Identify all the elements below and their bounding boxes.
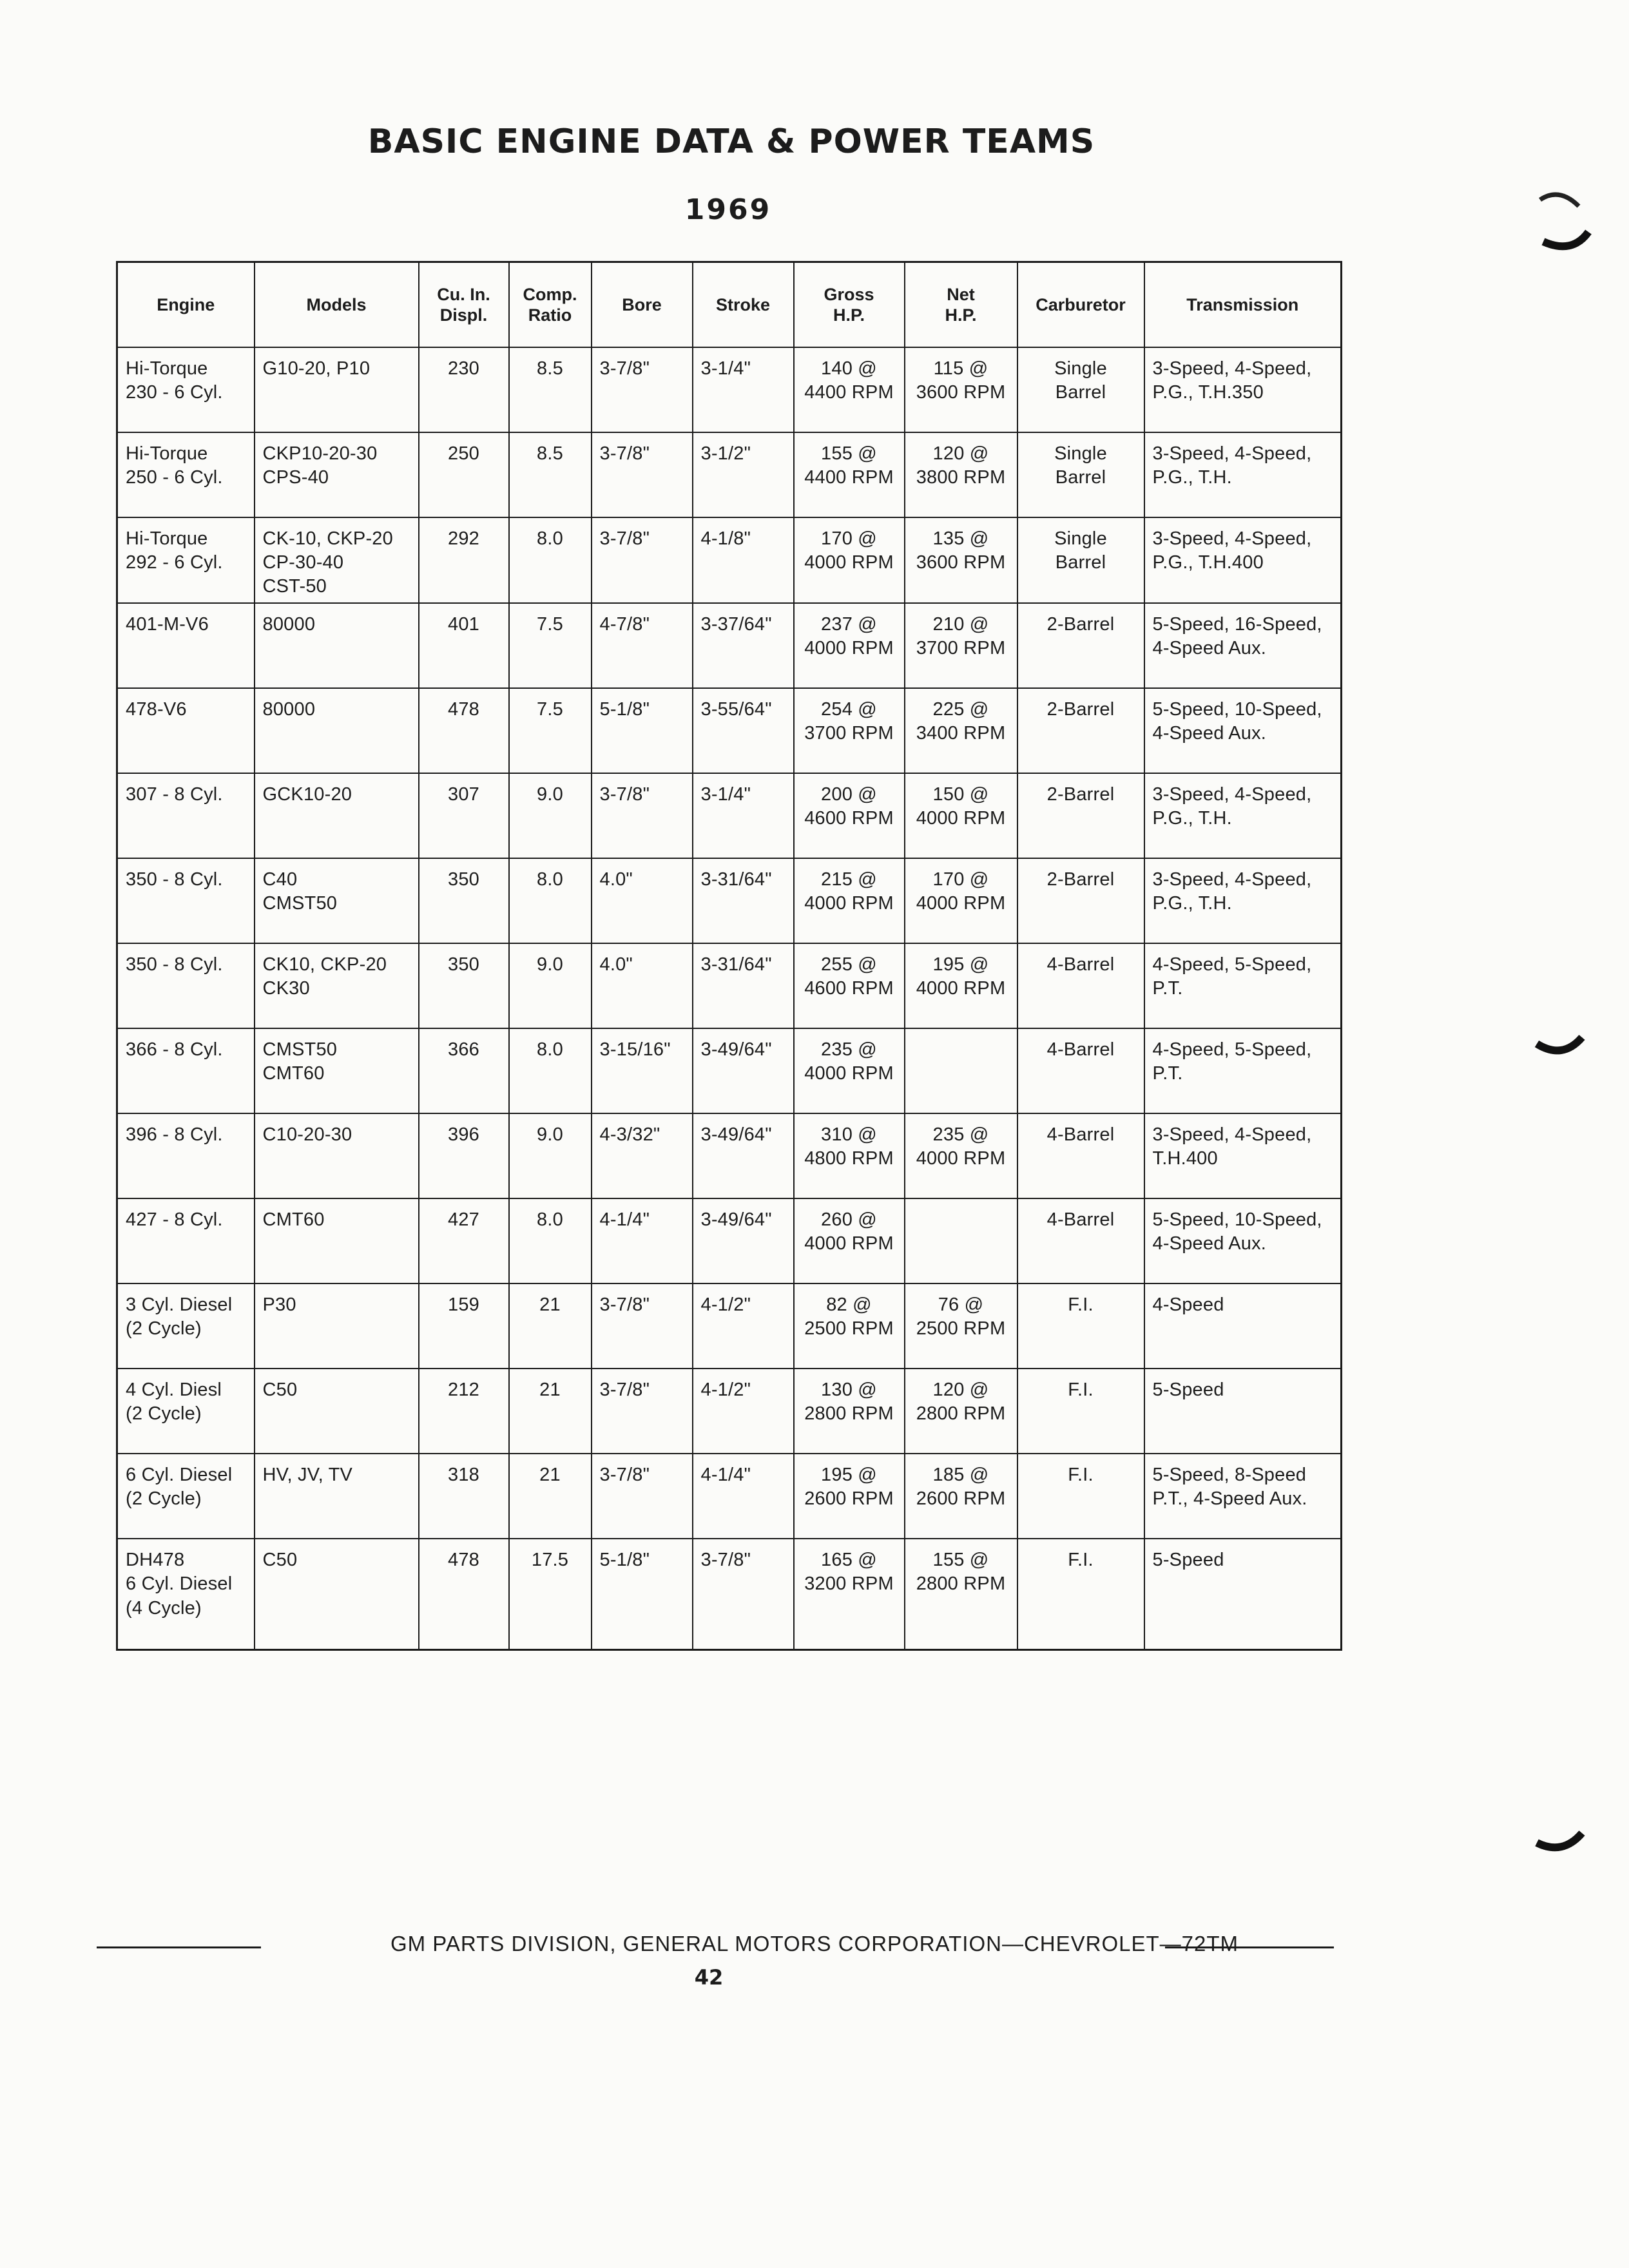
cell-gross-hp: 170 @ 4000 RPM bbox=[794, 517, 905, 603]
header-displ: Cu. In. Displ. bbox=[419, 262, 509, 348]
cell-comp-ratio: 9.0 bbox=[509, 773, 592, 858]
cell-comp-ratio: 8.0 bbox=[509, 1198, 592, 1283]
cell-gross-hp: 82 @ 2500 RPM bbox=[794, 1283, 905, 1369]
cell-transmission: 4-Speed, 5-Speed, P.T. bbox=[1144, 943, 1342, 1028]
header-engine: Engine bbox=[117, 262, 255, 348]
cell-transmission: 5-Speed, 10-Speed, 4-Speed Aux. bbox=[1144, 1198, 1342, 1283]
cell-models: HV, JV, TV bbox=[255, 1454, 419, 1539]
cell-net-hp: 210 @ 3700 RPM bbox=[905, 603, 1017, 688]
cell-net-hp: 235 @ 4000 RPM bbox=[905, 1113, 1017, 1198]
cell-stroke: 3-55/64" bbox=[693, 688, 794, 773]
cell-bore: 3-7/8" bbox=[592, 432, 693, 517]
cell-gross-hp: 215 @ 4000 RPM bbox=[794, 858, 905, 943]
cell-models: CMT60 bbox=[255, 1198, 419, 1283]
table-row bbox=[117, 347, 1342, 432]
cell-gross-hp: 237 @ 4000 RPM bbox=[794, 603, 905, 688]
header-transmission: Transmission bbox=[1144, 262, 1342, 348]
cell-gross-hp: 255 @ 4600 RPM bbox=[794, 943, 905, 1028]
cell-transmission: 5-Speed bbox=[1144, 1539, 1342, 1650]
cell-carburetor: 2-Barrel bbox=[1017, 688, 1144, 773]
cell-gross-hp: 130 @ 2800 RPM bbox=[794, 1369, 905, 1454]
cell-net-hp: 155 @ 2800 RPM bbox=[905, 1539, 1017, 1650]
cell-gross-hp: 165 @ 3200 RPM bbox=[794, 1539, 905, 1650]
cell-carburetor: Single Barrel bbox=[1017, 432, 1144, 517]
cell-transmission: 3-Speed, 4-Speed, T.H.400 bbox=[1144, 1113, 1342, 1198]
cell-bore: 4-1/4" bbox=[592, 1198, 693, 1283]
cell-comp-ratio: 8.0 bbox=[509, 858, 592, 943]
cell-models: CK-10, CKP-20 CP-30-40 CST-50 bbox=[255, 517, 419, 603]
cell-net-hp: 195 @ 4000 RPM bbox=[905, 943, 1017, 1028]
cell-net-hp: 225 @ 3400 RPM bbox=[905, 688, 1017, 773]
cell-bore: 4-3/32" bbox=[592, 1113, 693, 1198]
header-bore: Bore bbox=[592, 262, 693, 348]
cell-displacement: 307 bbox=[419, 773, 509, 858]
cell-comp-ratio: 17.5 bbox=[509, 1539, 592, 1650]
cell-carburetor: 4-Barrel bbox=[1017, 1198, 1144, 1283]
table-row bbox=[117, 1369, 1342, 1454]
cell-carburetor: 2-Barrel bbox=[1017, 773, 1144, 858]
cell-displacement: 478 bbox=[419, 1539, 509, 1650]
table-row bbox=[117, 1454, 1342, 1539]
page-number: 42 bbox=[694, 1965, 724, 1990]
cell-displacement: 230 bbox=[419, 347, 509, 432]
cell-comp-ratio: 7.5 bbox=[509, 688, 592, 773]
year-heading: 1969 bbox=[684, 193, 772, 226]
cell-gross-hp: 310 @ 4800 RPM bbox=[794, 1113, 905, 1198]
cell-stroke: 3-49/64" bbox=[693, 1198, 794, 1283]
cell-displacement: 212 bbox=[419, 1369, 509, 1454]
cell-models: 80000 bbox=[255, 603, 419, 688]
cell-carburetor: F.I. bbox=[1017, 1454, 1144, 1539]
cell-comp-ratio: 21 bbox=[509, 1283, 592, 1369]
cell-comp-ratio: 8.5 bbox=[509, 432, 592, 517]
table-header-row bbox=[117, 262, 1342, 348]
cell-bore: 4-7/8" bbox=[592, 603, 693, 688]
cell-comp-ratio: 8.0 bbox=[509, 517, 592, 603]
cell-models: C40 CMST50 bbox=[255, 858, 419, 943]
cell-engine: Hi-Torque 292 - 6 Cyl. bbox=[117, 517, 255, 603]
cell-comp-ratio: 9.0 bbox=[509, 1113, 592, 1198]
cell-displacement: 318 bbox=[419, 1454, 509, 1539]
table-row bbox=[117, 943, 1342, 1028]
cell-net-hp: 135 @ 3600 RPM bbox=[905, 517, 1017, 603]
cell-carburetor: 4-Barrel bbox=[1017, 943, 1144, 1028]
cell-bore: 5-1/8" bbox=[592, 1539, 693, 1650]
cell-displacement: 159 bbox=[419, 1283, 509, 1369]
cell-models: CKP10-20-30 CPS-40 bbox=[255, 432, 419, 517]
table-row bbox=[117, 1113, 1342, 1198]
cell-carburetor: F.I. bbox=[1017, 1369, 1144, 1454]
cell-net-hp: 185 @ 2600 RPM bbox=[905, 1454, 1017, 1539]
table-row bbox=[117, 432, 1342, 517]
cell-carburetor: Single Barrel bbox=[1017, 517, 1144, 603]
cell-gross-hp: 254 @ 3700 RPM bbox=[794, 688, 905, 773]
header-stroke: Stroke bbox=[693, 262, 794, 348]
cell-engine: 396 - 8 Cyl. bbox=[117, 1113, 255, 1198]
cell-models: CMST50 CMT60 bbox=[255, 1028, 419, 1113]
binder-hole-mark-middle bbox=[1527, 1005, 1592, 1082]
cell-bore: 3-7/8" bbox=[592, 1454, 693, 1539]
cell-carburetor: 2-Barrel bbox=[1017, 603, 1144, 688]
cell-engine: 350 - 8 Cyl. bbox=[117, 858, 255, 943]
page-title: BASIC ENGINE DATA & POWER TEAMS bbox=[367, 122, 1095, 161]
cell-bore: 3-7/8" bbox=[592, 1369, 693, 1454]
cell-net-hp: 115 @ 3600 RPM bbox=[905, 347, 1017, 432]
header-net-hp: Net H.P. bbox=[905, 262, 1017, 348]
cell-displacement: 396 bbox=[419, 1113, 509, 1198]
cell-transmission: 3-Speed, 4-Speed, P.G., T.H. bbox=[1144, 773, 1342, 858]
table-row bbox=[117, 1028, 1342, 1113]
cell-gross-hp: 155 @ 4400 RPM bbox=[794, 432, 905, 517]
cell-net-hp bbox=[905, 1198, 1017, 1283]
cell-carburetor: F.I. bbox=[1017, 1539, 1144, 1650]
cell-stroke: 3-1/2" bbox=[693, 432, 794, 517]
cell-comp-ratio: 8.0 bbox=[509, 1028, 592, 1113]
cell-bore: 4.0" bbox=[592, 858, 693, 943]
cell-bore: 3-7/8" bbox=[592, 347, 693, 432]
cell-displacement: 350 bbox=[419, 943, 509, 1028]
cell-transmission: 5-Speed bbox=[1144, 1369, 1342, 1454]
cell-net-hp: 120 @ 3800 RPM bbox=[905, 432, 1017, 517]
cell-bore: 4.0" bbox=[592, 943, 693, 1028]
cell-gross-hp: 195 @ 2600 RPM bbox=[794, 1454, 905, 1539]
cell-bore: 3-7/8" bbox=[592, 517, 693, 603]
table-row bbox=[117, 773, 1342, 858]
table-row bbox=[117, 603, 1342, 688]
table-row bbox=[117, 1539, 1342, 1650]
header-ratio: Comp. Ratio bbox=[509, 262, 592, 348]
cell-models: CK10, CKP-20 CK30 bbox=[255, 943, 419, 1028]
cell-net-hp: 76 @ 2500 RPM bbox=[905, 1283, 1017, 1369]
table-row bbox=[117, 858, 1342, 943]
cell-models: 80000 bbox=[255, 688, 419, 773]
cell-displacement: 401 bbox=[419, 603, 509, 688]
header-models: Models bbox=[255, 262, 419, 348]
cell-models: G10-20, P10 bbox=[255, 347, 419, 432]
cell-stroke: 3-31/64" bbox=[693, 858, 794, 943]
cell-comp-ratio: 21 bbox=[509, 1369, 592, 1454]
cell-net-hp: 150 @ 4000 RPM bbox=[905, 773, 1017, 858]
cell-gross-hp: 200 @ 4600 RPM bbox=[794, 773, 905, 858]
cell-engine: 4 Cyl. Diesl (2 Cycle) bbox=[117, 1369, 255, 1454]
cell-transmission: 5-Speed, 10-Speed, 4-Speed Aux. bbox=[1144, 688, 1342, 773]
cell-models: P30 bbox=[255, 1283, 419, 1369]
cell-net-hp: 120 @ 2800 RPM bbox=[905, 1369, 1017, 1454]
cell-bore: 5-1/8" bbox=[592, 688, 693, 773]
cell-carburetor: 2-Barrel bbox=[1017, 858, 1144, 943]
table-row bbox=[117, 1283, 1342, 1369]
cell-gross-hp: 235 @ 4000 RPM bbox=[794, 1028, 905, 1113]
cell-engine: 6 Cyl. Diesel (2 Cycle) bbox=[117, 1454, 255, 1539]
cell-comp-ratio: 21 bbox=[509, 1454, 592, 1539]
cell-engine: 307 - 8 Cyl. bbox=[117, 773, 255, 858]
cell-stroke: 3-1/4" bbox=[693, 773, 794, 858]
cell-stroke: 3-31/64" bbox=[693, 943, 794, 1028]
cell-gross-hp: 140 @ 4400 RPM bbox=[794, 347, 905, 432]
cell-stroke: 3-1/4" bbox=[693, 347, 794, 432]
cell-models: GCK10-20 bbox=[255, 773, 419, 858]
cell-bore: 3-7/8" bbox=[592, 773, 693, 858]
footer-text: GM PARTS DIVISION, GENERAL MOTORS CORPORATION—CHEVROLET—72TM bbox=[390, 1932, 1239, 1956]
cell-net-hp bbox=[905, 1028, 1017, 1113]
cell-transmission: 4-Speed bbox=[1144, 1283, 1342, 1369]
cell-carburetor: 4-Barrel bbox=[1017, 1113, 1144, 1198]
cell-engine: 427 - 8 Cyl. bbox=[117, 1198, 255, 1283]
cell-stroke: 3-49/64" bbox=[693, 1113, 794, 1198]
cell-transmission: 5-Speed, 16-Speed, 4-Speed Aux. bbox=[1144, 603, 1342, 688]
cell-engine: 350 - 8 Cyl. bbox=[117, 943, 255, 1028]
cell-stroke: 4-1/2" bbox=[693, 1369, 794, 1454]
binder-hole-mark-bottom bbox=[1527, 1804, 1592, 1881]
cell-displacement: 427 bbox=[419, 1198, 509, 1283]
cell-engine: 366 - 8 Cyl. bbox=[117, 1028, 255, 1113]
cell-models: C50 bbox=[255, 1369, 419, 1454]
table-row bbox=[117, 1198, 1342, 1283]
cell-gross-hp: 260 @ 4000 RPM bbox=[794, 1198, 905, 1283]
cell-stroke: 4-1/4" bbox=[693, 1454, 794, 1539]
cell-net-hp: 170 @ 4000 RPM bbox=[905, 858, 1017, 943]
cell-displacement: 350 bbox=[419, 858, 509, 943]
cell-engine: 401-M-V6 bbox=[117, 603, 255, 688]
table-row bbox=[117, 688, 1342, 773]
header-carburetor: Carburetor bbox=[1017, 262, 1144, 348]
cell-comp-ratio: 9.0 bbox=[509, 943, 592, 1028]
cell-stroke: 4-1/2" bbox=[693, 1283, 794, 1369]
cell-transmission: 3-Speed, 4-Speed, P.G., T.H.350 bbox=[1144, 347, 1342, 432]
cell-transmission: 4-Speed, 5-Speed, P.T. bbox=[1144, 1028, 1342, 1113]
cell-bore: 3-15/16" bbox=[592, 1028, 693, 1113]
cell-comp-ratio: 7.5 bbox=[509, 603, 592, 688]
cell-engine: Hi-Torque 250 - 6 Cyl. bbox=[117, 432, 255, 517]
cell-stroke: 4-1/8" bbox=[693, 517, 794, 603]
cell-stroke: 3-37/64" bbox=[693, 603, 794, 688]
cell-displacement: 478 bbox=[419, 688, 509, 773]
cell-stroke: 3-7/8" bbox=[693, 1539, 794, 1650]
cell-bore: 3-7/8" bbox=[592, 1283, 693, 1369]
cell-models: C10-20-30 bbox=[255, 1113, 419, 1198]
cell-stroke: 3-49/64" bbox=[693, 1028, 794, 1113]
cell-transmission: 3-Speed, 4-Speed, P.G., T.H. bbox=[1144, 858, 1342, 943]
table-row bbox=[117, 517, 1342, 603]
cell-displacement: 292 bbox=[419, 517, 509, 603]
cell-transmission: 5-Speed, 8-Speed P.T., 4-Speed Aux. bbox=[1144, 1454, 1342, 1539]
cell-transmission: 3-Speed, 4-Speed, P.G., T.H.400 bbox=[1144, 517, 1342, 603]
cell-carburetor: 4-Barrel bbox=[1017, 1028, 1144, 1113]
cell-models: C50 bbox=[255, 1539, 419, 1650]
cell-displacement: 366 bbox=[419, 1028, 509, 1113]
cell-engine: DH478 6 Cyl. Diesel (4 Cycle) bbox=[117, 1539, 255, 1650]
cell-engine: 3 Cyl. Diesel (2 Cycle) bbox=[117, 1283, 255, 1369]
engine-data-table bbox=[116, 261, 1342, 1651]
cell-comp-ratio: 8.5 bbox=[509, 347, 592, 432]
binder-hole-mark-top bbox=[1534, 187, 1598, 264]
cell-engine: Hi-Torque 230 - 6 Cyl. bbox=[117, 347, 255, 432]
cell-displacement: 250 bbox=[419, 432, 509, 517]
cell-engine: 478-V6 bbox=[117, 688, 255, 773]
cell-carburetor: Single Barrel bbox=[1017, 347, 1144, 432]
cell-transmission: 3-Speed, 4-Speed, P.G., T.H. bbox=[1144, 432, 1342, 517]
cell-carburetor: F.I. bbox=[1017, 1283, 1144, 1369]
header-gross-hp: Gross H.P. bbox=[794, 262, 905, 348]
